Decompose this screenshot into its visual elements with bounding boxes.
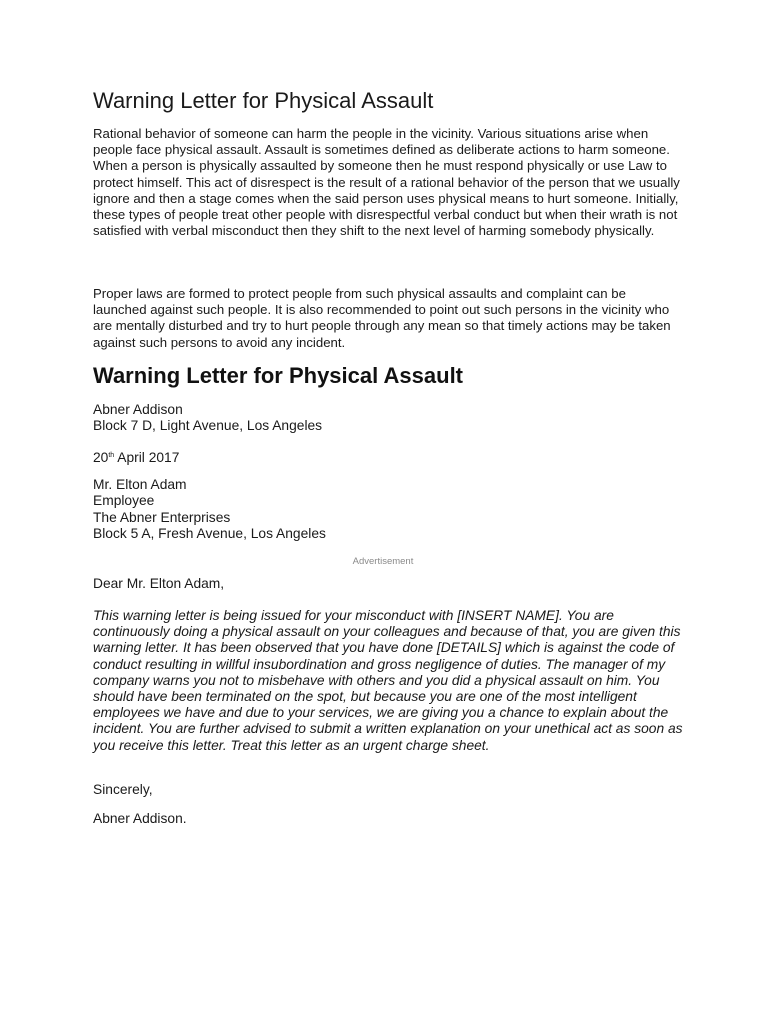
- sender-block: [93, 402, 683, 435]
- recipient-address: Block 5 A, Fresh Avenue, Los Angeles: [93, 526, 326, 542]
- intro-paragraph-1: Rational behavior of someone can harm the people in the vicinity. Various situations arise when people face physical assault. Assault is sometimes defined as deliberate actions to harm someone. When a person is physically assaulted by someone then he must respond physically or use Law to protect himself. This act of disrespect is the result of a rational behavior of the person that we usually ignore and then a stage comes when the said person uses physical means to hurt someone. Initially, these types of people treat other people with disrespectful verbal conduct but when their wrath is not satisfied with verbal misconduct then they shift to the next level of harming somebody physically.: [93, 126, 680, 239]
- date-day: 20: [93, 450, 109, 465]
- recipient-company: The Abner Enterprises: [93, 509, 231, 525]
- recipient-name: Mr. Elton Adam: [93, 477, 187, 492]
- advertisement-label: Advertisement: [352, 556, 414, 567]
- recipient-title: Employee: [93, 493, 155, 509]
- sender-name: Abner Addison: [93, 402, 183, 417]
- page-title: Warning Letter for Physical Assault: [93, 88, 434, 113]
- recipient-block: [93, 477, 683, 543]
- salutation: Dear Mr. Elton Adam,: [93, 576, 225, 591]
- intro-paragraph-2: Proper laws are formed to protect people from such physical assaults and complaint can be launched against such people. It is also recommended to point out such persons in the vicinity who are mentally disturbed and try to hurt people through any mean so that timely actions may be taken against such persons to avoid any incident.: [93, 286, 671, 350]
- sender-address: Block 7 D, Light Avenue, Los Angeles: [93, 418, 323, 434]
- letter-date: [93, 448, 683, 466]
- signature: Abner Addison.: [93, 811, 187, 826]
- date-suffix: th: [108, 452, 115, 459]
- date-month-year: April 2017: [114, 450, 180, 465]
- letter-heading: Warning Letter for Physical Assault: [93, 363, 464, 388]
- closing: Sincerely,: [93, 782, 153, 797]
- letter-body: This warning letter is being issued for your misconduct with [INSERT NAME]. You are continuously doing a physical assault on your colleagues and because of that, you are given this warning letter. It has been observed that you have done [DETAILS] which is against the code of conduct resulting in willful insubordination and gross negligence of duties. The manager of my company warns you not to misbehave with others and you did a physical assault on him. You should have been terminated on the spot, but because you are one of the most intelligent employees we have and due to your services, we are giving you a chance to explain about the incident. You are further advised to submit a written explanation on your unethical act as soon as you receive this letter. Treat this letter as an urgent charge sheet.: [93, 608, 683, 753]
